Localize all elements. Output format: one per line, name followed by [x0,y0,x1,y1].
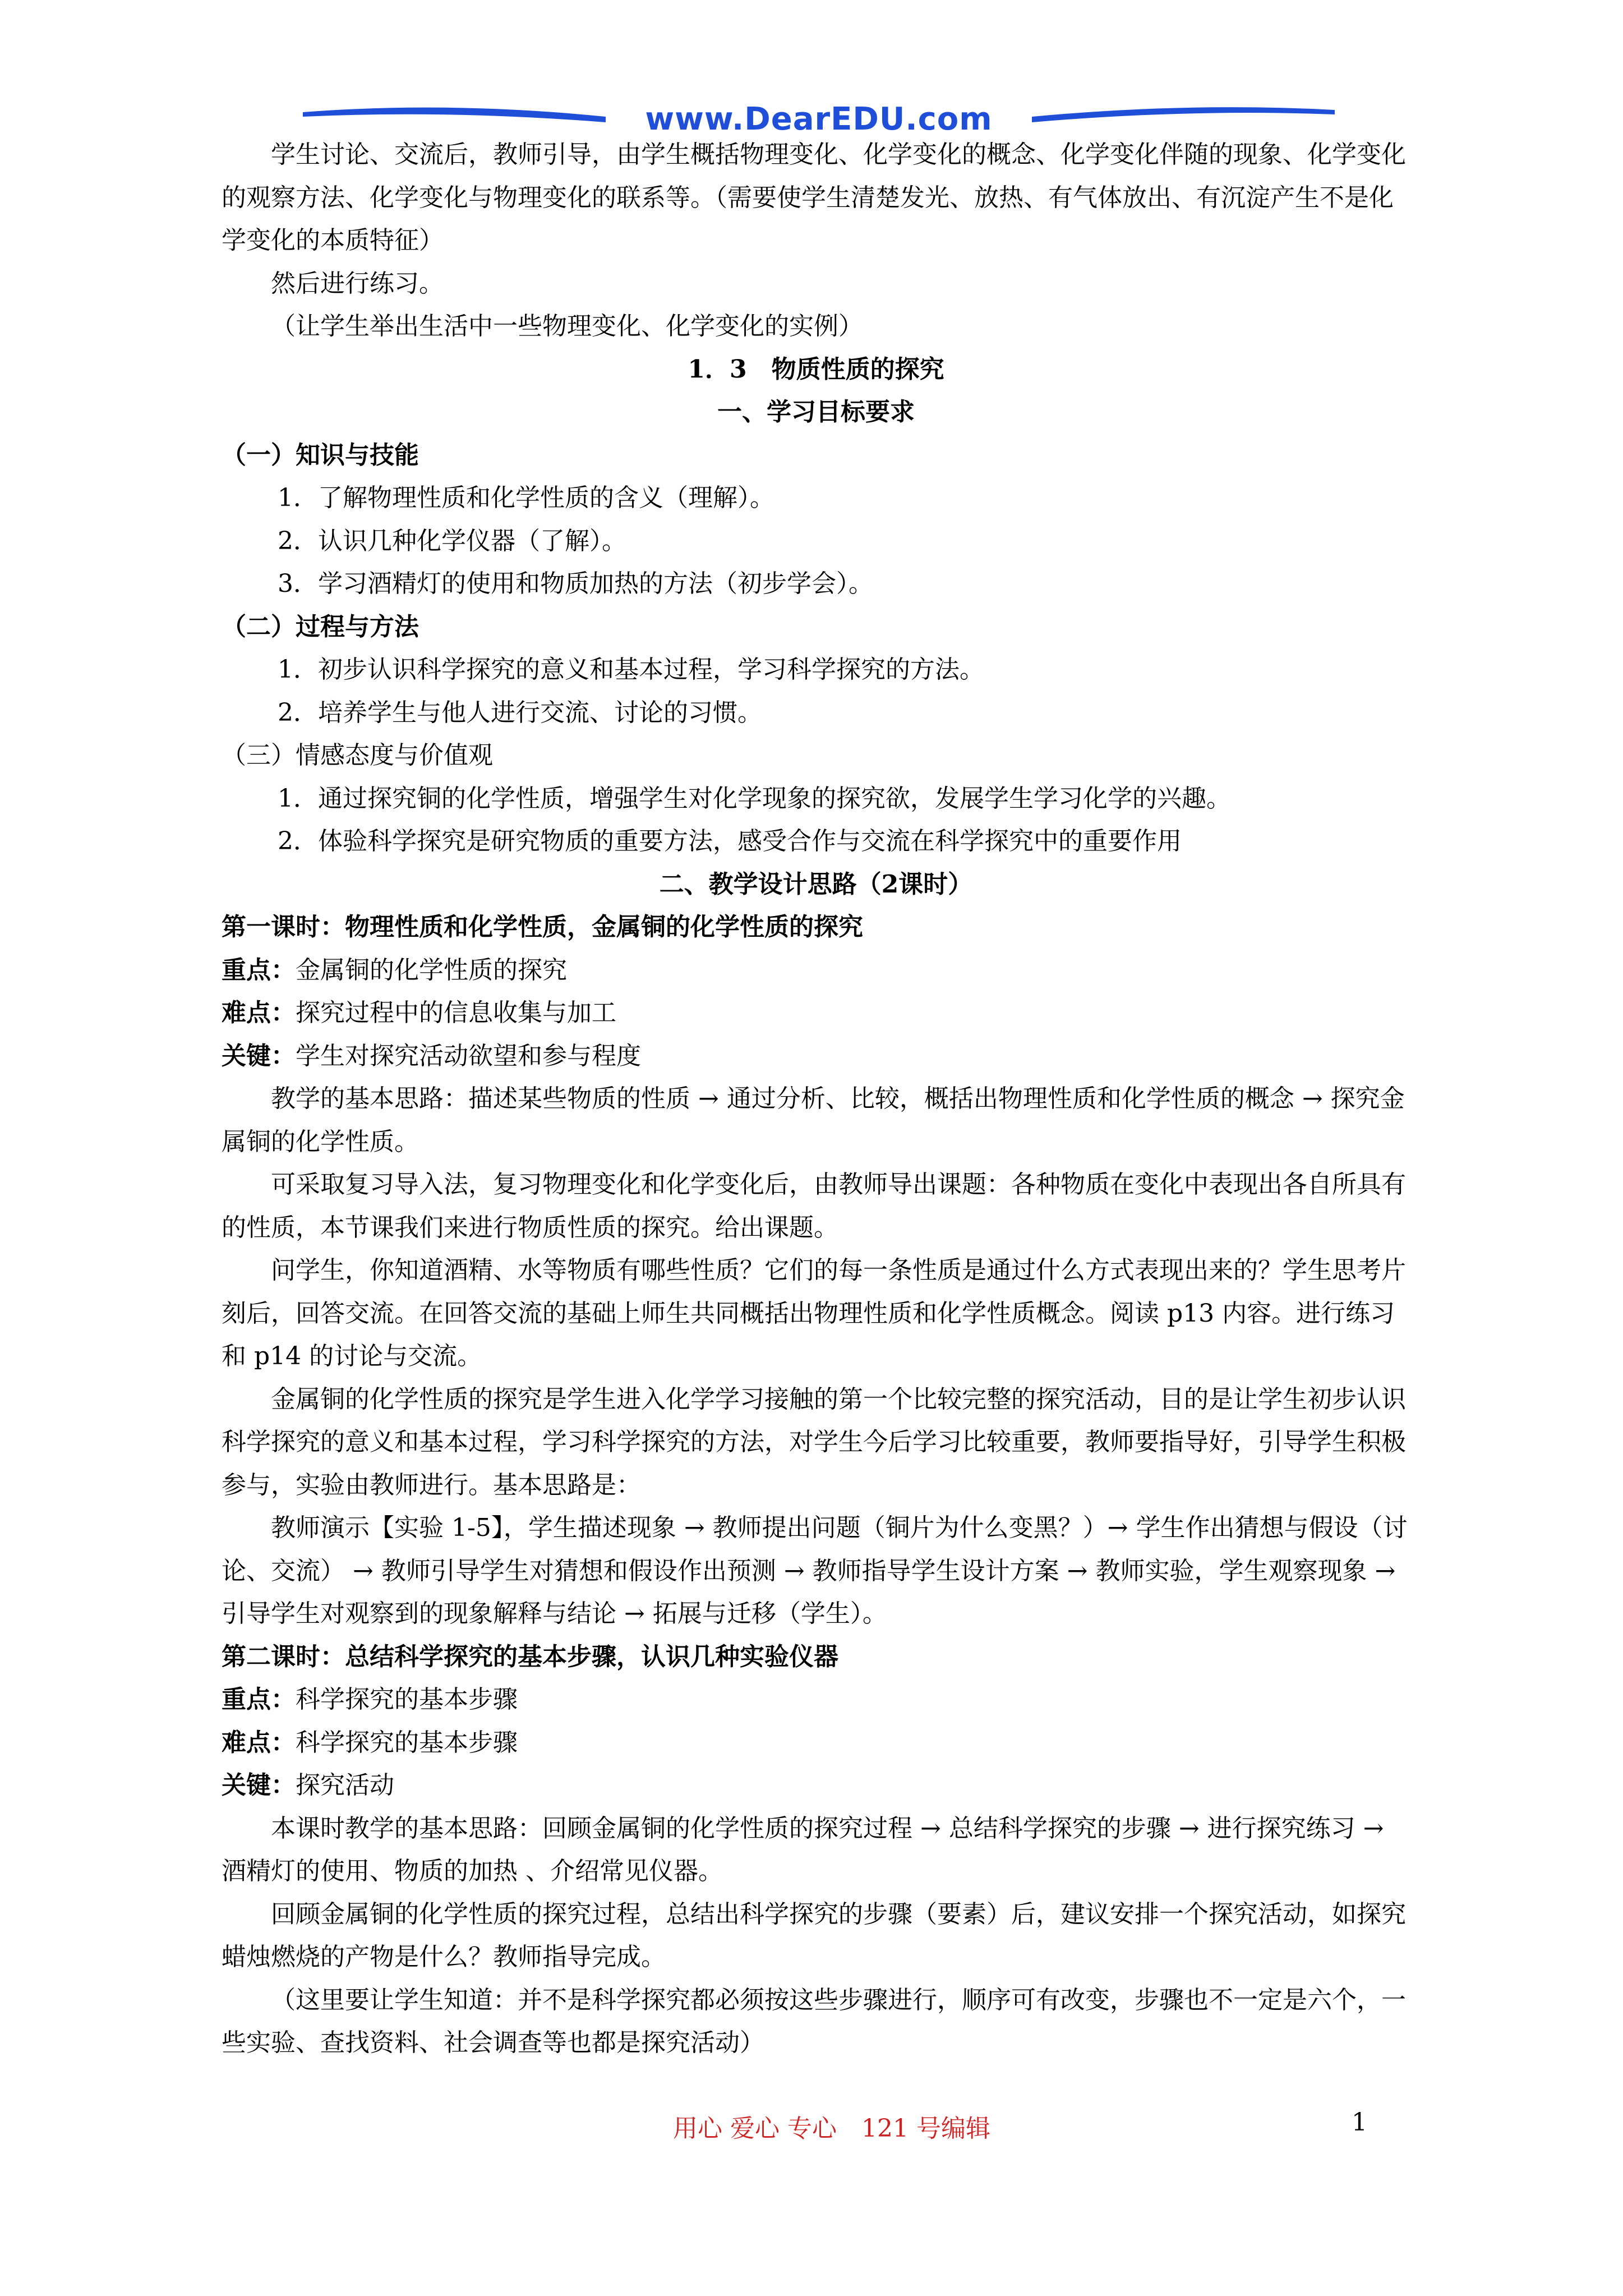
list-item: 3．学习酒精灯的使用和物质加热的方法（初步学会）。 [278,569,873,598]
heading-process: （二）过程与方法 [222,612,419,641]
paragraph: 教师演示【实验 1-5】，学生描述现象 → 教师提出问题（铜片为什么变黑？）→ 学生作出猜想与假设（讨论、交流） → 教师引导学生对猜想和假设作出预测 → 教师指导学生设计方案 → 教师实验，学生观察现象 → 引导学生对观察到的现象解释与结论 → 拓展与迁移（学生）。 [222,1513,1408,1628]
section-title: 1．3 物质性质的探究 [688,355,944,384]
label: 关键： [222,1041,296,1070]
value: 科学探究的基本步骤 [296,1685,518,1714]
label: 重点： [222,955,296,984]
value: 科学探究的基本步骤 [296,1728,518,1757]
paragraph: （让学生举出生活中一些物理变化、化学变化的实例） [271,312,863,341]
heading-goals: 一、学习目标要求 [717,398,915,426]
list-item: 2．培养学生与他人进行交流、讨论的习惯。 [278,698,762,727]
lesson1-difficulty [222,992,1410,1035]
paragraph: 问学生，你知道酒精、水等物质有哪些性质？它们的每一条性质是通过什么方式表现出来的？学生思考片刻后，回答交流。在回答交流的基础上师生共同概括出物理性质和化学性质概念。阅读 p13 内容。进行练习和 p14 的讨论与交流。 [222,1256,1406,1370]
list-item: 2．认识几种化学仪器（了解）。 [278,526,626,555]
list-item: 2．体验科学探究是研究物质的重要方法，感受合作与交流在科学探究中的重要作用 [278,827,1182,855]
heading-design: 二、教学设计思路（2课时） [659,869,973,899]
page-number: 1 [1352,2108,1367,2137]
list-item: 1．通过探究铜的化学性质，增强学生对化学现象的探究欲，发展学生学习化学的兴趣。 [278,784,1231,813]
site-url[interactable]: www.DearEDU.com [645,101,993,137]
lesson1-critical [222,1035,1410,1078]
label: 重点： [222,1685,296,1714]
paragraph: 可采取复习导入法，复习物理变化和化学变化后，由教师导出课题：各种物质在变化中表现出各自所具有的性质，本节课我们来进行物质性质的探究。给出课题。 [222,1170,1406,1242]
lesson1-title: 第一课时：物理性质和化学性质，金属铜的化学性质的探究 [222,913,863,941]
paragraph: 教学的基本思路：描述某些物质的性质 → 通过分析、比较，概括出物理性质和化学性质的概念 → 探究金属铜的化学性质。 [222,1084,1405,1156]
lesson2-critical [222,1764,1410,1807]
lesson1-key [222,949,1410,992]
value: 探究活动 [296,1771,394,1800]
paragraph: 然后进行练习。 [271,269,444,298]
paragraph: 回顾金属铜的化学性质的探究过程，总结出科学探究的步骤（要素）后，建议安排一个探究活动，如探究蜡烛燃烧的产物是什么？教师指导完成。 [222,1899,1406,1971]
label: 关键： [222,1771,296,1800]
footer-note: 用心 爱心 专心 121 号编辑 [673,2114,990,2143]
label: 难点： [222,1728,296,1757]
paragraph: 学生讨论、交流后，教师引导，由学生概括物理变化、化学变化的概念、化学变化伴随的现象、化学变化的观察方法、化学变化与物理变化的联系等。（需要使学生清楚发光、放热、有气体放出、有沉淀产生不是化学变化的本质特征） [222,140,1406,255]
list-item: 1．了解物理性质和化学性质的含义（理解）。 [278,484,774,512]
paragraph: （这里要让学生知道：并不是科学探究都必须按这些步骤进行，顺序可有改变，步骤也不一定是六个，一些实验、查找资料、社会调查等也都是探究活动） [222,1985,1406,2057]
list-item: 1．初步认识科学探究的意义和基本过程，学习科学探究的方法。 [278,655,984,684]
document-body [222,134,1410,2065]
lesson2-key [222,1678,1410,1722]
label: 难点： [222,999,296,1027]
lesson2-title: 第二课时：总结科学探究的基本步骤，认识几种实验仪器 [222,1642,838,1671]
value: 学生对探究活动欲望和参与程度 [296,1041,641,1070]
paragraph: 本课时教学的基本思路：回顾金属铜的化学性质的探究过程 → 总结科学探究的步骤 → 进行探究练习 → 酒精灯的使用、物质的加热 、介绍常见仪器。 [222,1814,1384,1885]
lesson2-difficulty [222,1722,1410,1765]
heading-knowledge: （一）知识与技能 [222,440,419,470]
paragraph: 金属铜的化学性质的探究是学生进入化学学习接触的第一个比较完整的探究活动，目的是让学生初步认识科学探究的意义和基本过程，学习科学探究的方法，对学生今后学习比较重要，教师要指导好，引导学生积极参与，实验由教师进行。基本思路是： [222,1384,1406,1499]
value: 探究过程中的信息收集与加工 [296,999,616,1027]
value: 金属铜的化学性质的探究 [296,955,567,984]
heading-emotion: （三）情感态度与价值观 [222,741,493,770]
